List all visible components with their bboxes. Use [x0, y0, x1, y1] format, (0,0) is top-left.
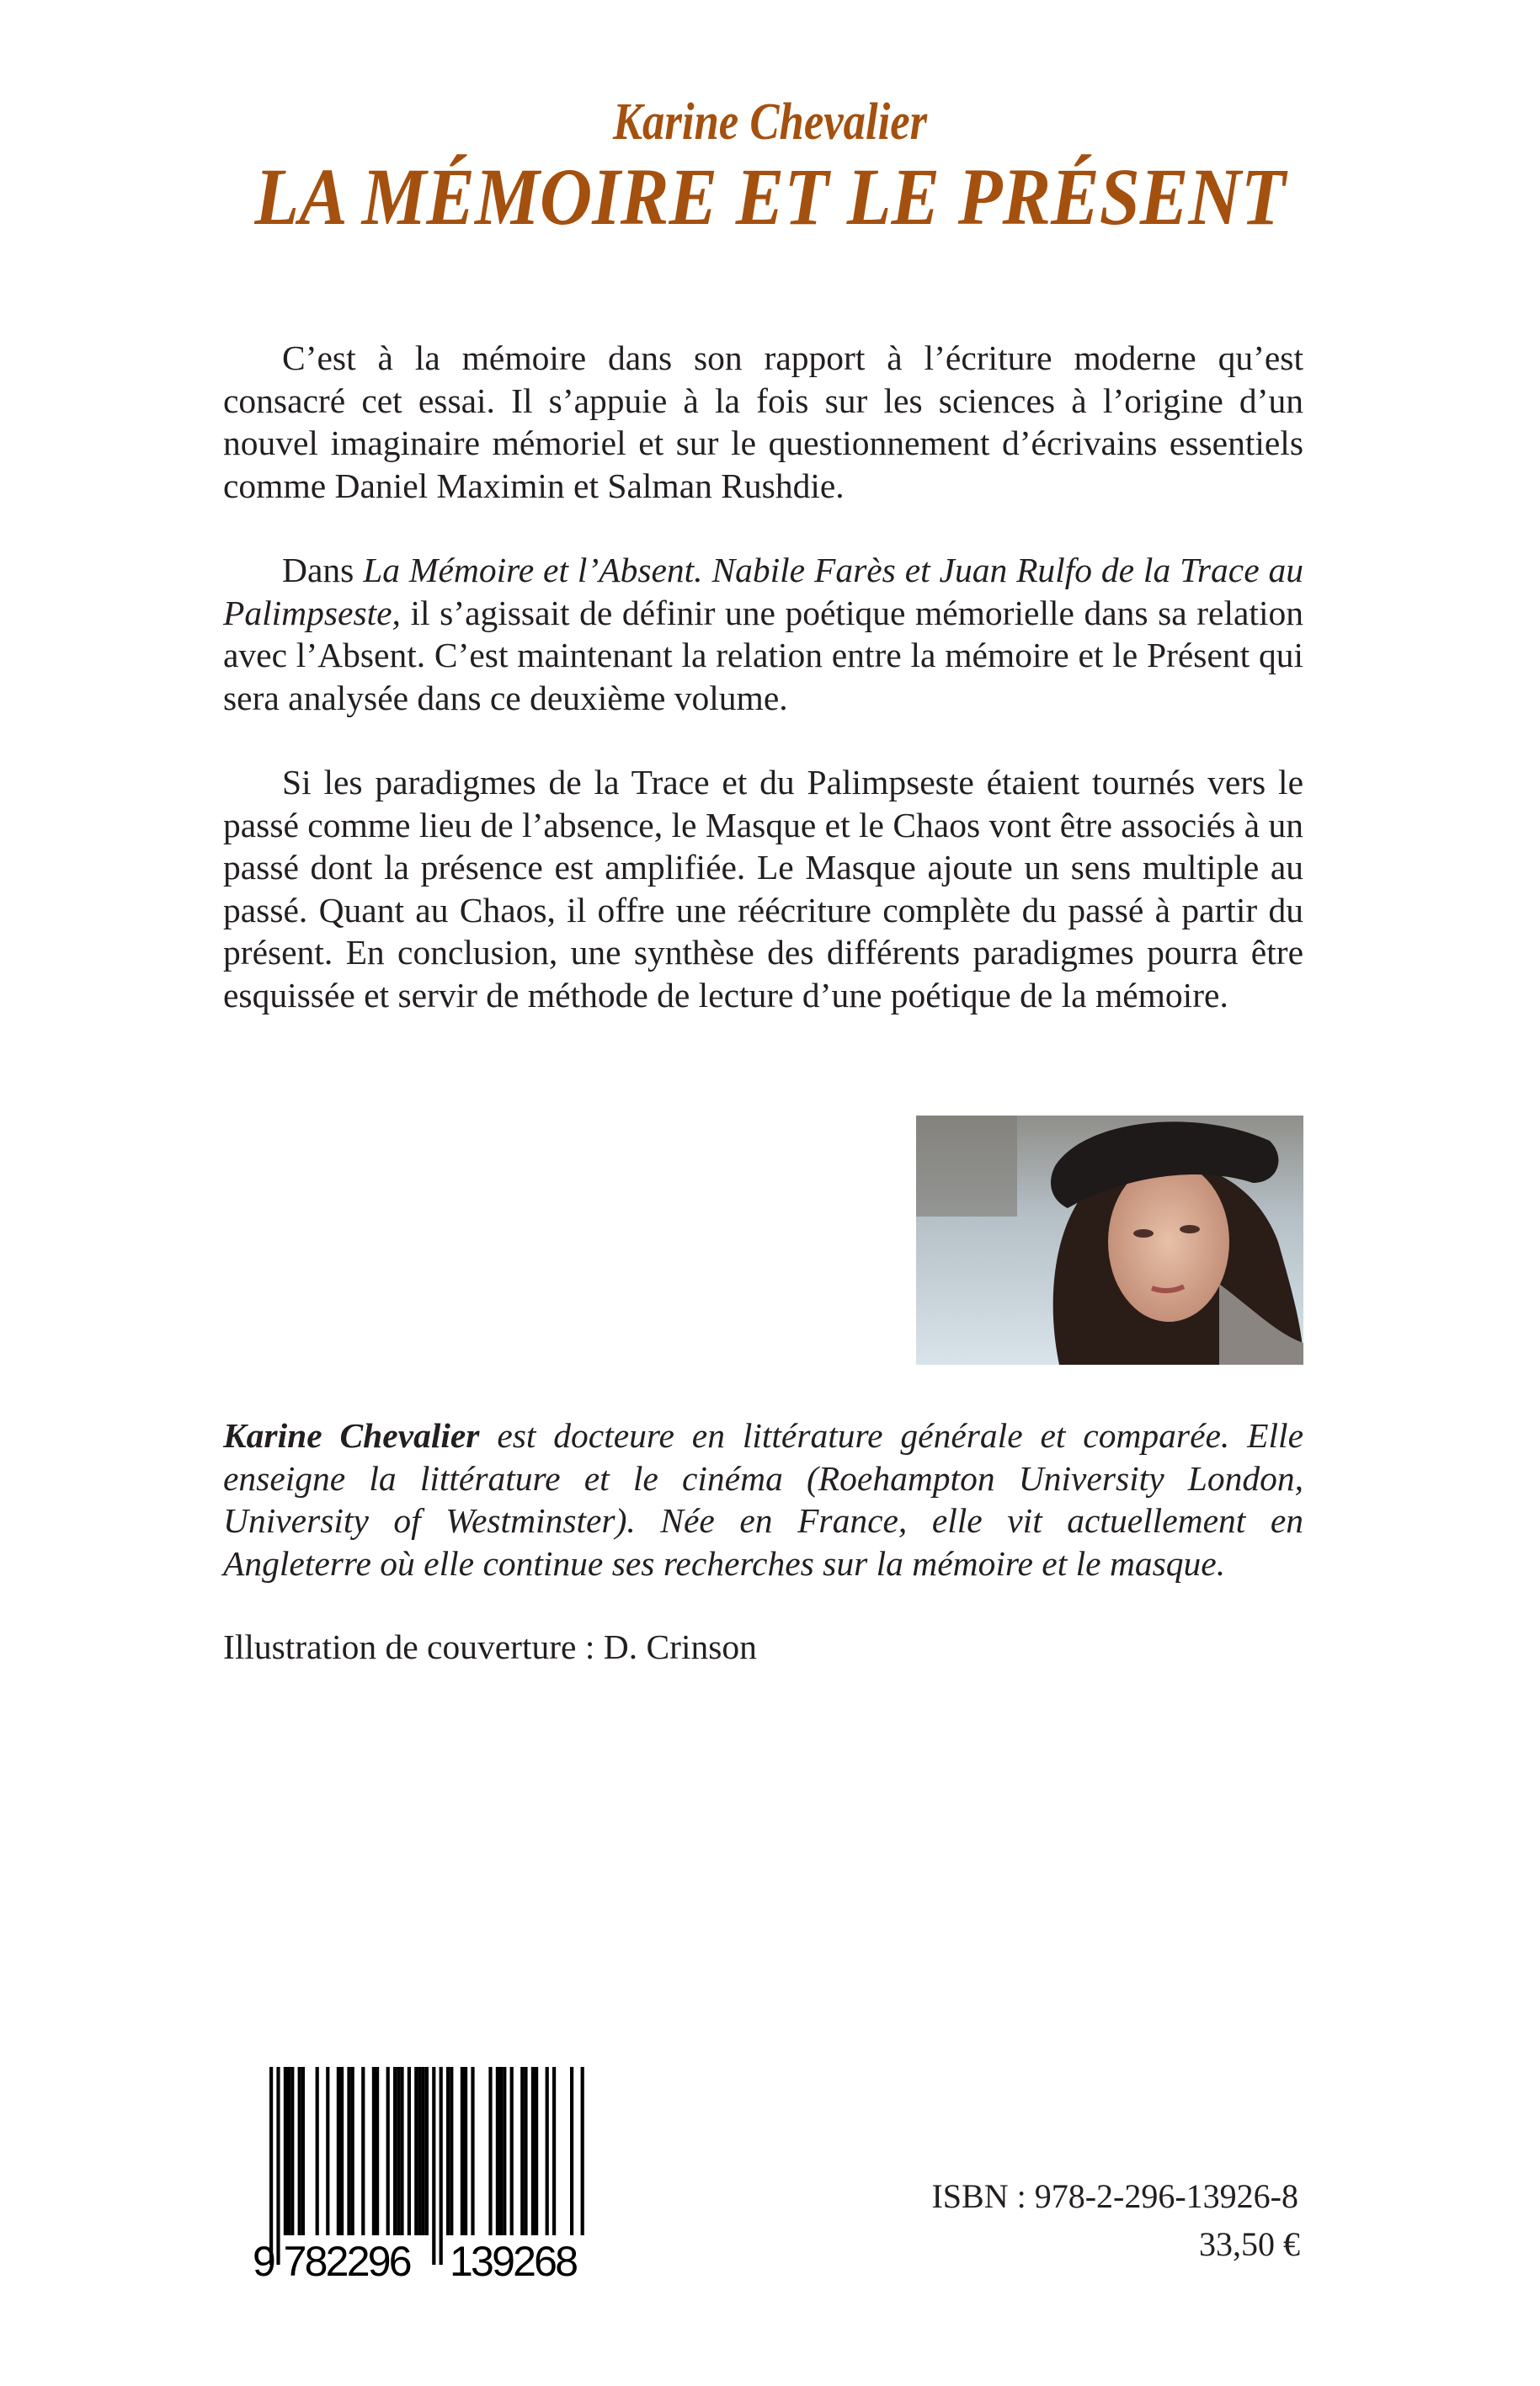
isbn: ISBN : 978-2-296-13926-8 — [931, 2177, 1298, 2215]
barcode-bar — [276, 2067, 280, 2265]
barcode-bar — [298, 2067, 301, 2235]
barcode — [253, 2067, 589, 2277]
barcode-bar — [414, 2067, 418, 2235]
barcode-bar — [499, 2067, 503, 2235]
barcode-bar — [552, 2067, 556, 2235]
barcode-bar — [340, 2067, 344, 2235]
barcode-bar — [376, 2067, 379, 2235]
barcode-bar — [287, 2067, 290, 2235]
barcode-digits: 139268 — [450, 2238, 578, 2277]
bio-text: est docteure en littérature générale et comparée. Elle enseigne la littérature et le cinéma (Roehampton University London, University of Westminster). Née en France, elle vit actuellement en Angleterre où elle continue ses recherches sur la mémoire et le masque. — [223, 1416, 1303, 1583]
barcode-bar — [581, 2067, 584, 2235]
summary-paragraph-3: Si les paradigmes de la Trace et du Palimpseste étaient tournés vers le passé comme lieu de l’absence, le Masque et le Chaos vont être associés à un passé dont la présence est amplifiée. Le Masque ajoute un sens multiple au passé. Quant au Chaos, il offre une réécriture complète du passé à partir du présent. En conclusion, une synthèse des différents paradigmes pourra être esquissée et servir de méthode de lecture d’une poétique de la mémoire. — [223, 763, 1303, 1015]
barcode-bar — [450, 2067, 453, 2235]
barcode-bar — [422, 2067, 425, 2235]
barcode-bar — [393, 2067, 397, 2235]
barcode-bar — [446, 2067, 450, 2235]
barcode-bar — [316, 2067, 319, 2235]
summary — [223, 337, 1303, 1058]
barcode-bar — [301, 2067, 305, 2235]
book-title: LA MÉMOIRE ET LE PRÉSENT — [254, 152, 1286, 242]
barcode-bar — [351, 2067, 354, 2235]
barcode-digits: 9 — [253, 2238, 276, 2277]
barcode-bar — [408, 2067, 411, 2235]
barcode-bar — [496, 2067, 499, 2235]
author-photo — [916, 1116, 1303, 1365]
barcode-bar — [546, 2067, 549, 2235]
author-bio — [223, 1414, 1303, 1584]
text: Dans — [282, 551, 364, 589]
barcode-bar — [440, 2067, 443, 2265]
illustration-credit: Illustration de couverture : D. Crinson — [223, 1627, 757, 1666]
barcode-bar — [531, 2067, 535, 2235]
text: il s’agissait de définir une poétique mémorielle dans sa relation avec l’Absent. C’est maintenant la relation entre la mémoire et le Présent qui sera analysée dans ce deuxième volume. — [223, 593, 1303, 717]
barcode-bar — [386, 2067, 390, 2235]
bio-name: Karine Chevalier — [223, 1416, 480, 1455]
barcode-bar — [570, 2067, 573, 2235]
author-name: Karine Chevalier — [612, 93, 928, 151]
barcode-bar — [503, 2067, 506, 2235]
barcode-bar — [284, 2067, 287, 2235]
summary-paragraph-2 — [223, 549, 1303, 719]
barcode-bar — [432, 2067, 435, 2265]
barcode-bar — [425, 2067, 429, 2235]
barcode-bar — [290, 2067, 294, 2235]
barcode-bar — [418, 2067, 421, 2235]
barcode-bar — [326, 2067, 329, 2235]
price: 33,50 € — [1199, 2225, 1300, 2263]
barcode-bar — [461, 2067, 464, 2235]
barcode-bar — [347, 2067, 350, 2235]
barcode-bar — [524, 2067, 527, 2235]
barcode-bar — [488, 2067, 492, 2235]
barcode-bar — [269, 2067, 273, 2265]
barcode-bar — [361, 2067, 365, 2235]
cited-title: La Mémoire et l’Absent. Nabile Farès et Juan Rulfo de la Trace au Palimpseste, — [223, 551, 1304, 632]
barcode-bar — [535, 2067, 538, 2235]
barcode-bar — [510, 2067, 514, 2235]
barcode-bar — [400, 2067, 403, 2235]
barcode-bar — [372, 2067, 376, 2235]
barcode-digits: 782296 — [283, 2238, 413, 2277]
barcode-bar — [520, 2067, 524, 2235]
barcode-bar — [471, 2067, 474, 2235]
barcode-bar — [397, 2067, 400, 2235]
summary-paragraph-1: C’est à la mémoire dans son rapport à l’écriture moderne qu’est consacré cet essai. Il s’appuie à la fois sur les sciences à l’origine d’un nouvel imaginaire mémoriel et sur le questionnement d’écrivains essentiels comme Daniel Maximin et Salman Rushdie. — [223, 338, 1303, 505]
barcode-bar — [464, 2067, 467, 2235]
barcode-bar — [337, 2067, 340, 2235]
